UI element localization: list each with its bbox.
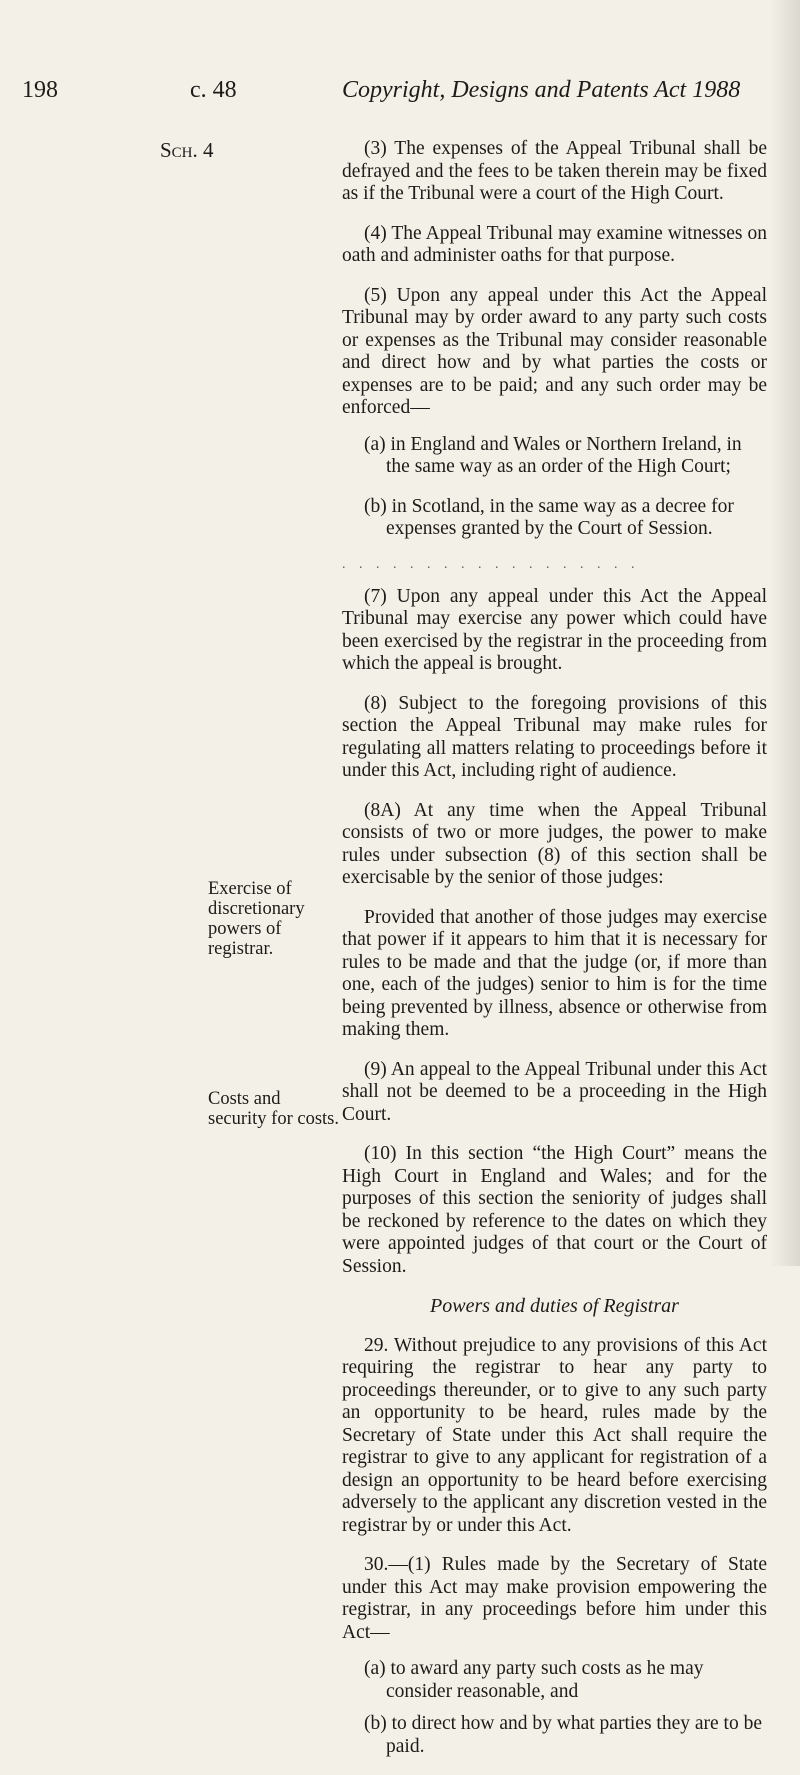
paragraph-3: (3) The expenses of the Appeal Tribunal shall be defrayed and the fees to be taken therein may be fixed as if the Tribunal were a court of the High Court. bbox=[342, 138, 767, 204]
paragraph-5: (5) Upon any appeal under this Act the Appeal Tribunal may by order award to any party such costs or expenses as the Tribunal may consider reasonable and direct how and by what parties the costs or expenses are to be paid; and any such order may be enforced— bbox=[342, 284, 767, 418]
paragraph-7: (7) Upon any appeal under this Act the Appeal Tribunal may exercise any power which could have been exercised by the registrar in the proceeding from which the appeal is brought. bbox=[342, 585, 767, 674]
paragraph-5b: (b) in Scotland, in the same way as a decree for expenses granted by the Court of Session. bbox=[364, 495, 734, 539]
main-text-column bbox=[342, 138, 767, 1775]
section-30-a: (a) to award any party such costs as he may consider reasonable, and bbox=[364, 1658, 704, 1702]
section-30-intro: 30.—(1) Rules made by the Secretary of State under this Act may make provision empowering the registrar, in any proceedings before him under this Act— bbox=[342, 1554, 767, 1643]
paragraph-9: (9) An appeal to the Appeal Tribunal under this Act shall not be deemed to be a proceeding in the High Court. bbox=[342, 1058, 767, 1125]
paragraph-10: (10) In this section “the High Court” means the High Court in England and Wales; and for the purposes of this section the seniority of judges shall be reckoned by reference to the dates on which they were appointed judges of that court or the Court of Session. bbox=[342, 1143, 767, 1277]
chapter-reference: c. 48 bbox=[190, 77, 237, 103]
paragraph-4: (4) The Appeal Tribunal may examine witnesses on oath and administer oaths for that purpose. bbox=[342, 222, 767, 266]
margin-note-exercise: Exercise of discretionary powers of registrar. bbox=[208, 879, 305, 959]
section-30-b: (b) to direct how and by what parties they are to be paid. bbox=[364, 1713, 762, 1757]
section-heading-registrar: Powers and duties of Registrar bbox=[430, 1295, 679, 1317]
schedule-label: Sch. 4 bbox=[160, 138, 214, 162]
proviso: Provided that another of those judges may exercise that power if it appears to him that it is necessary for rules to be made and that the judge (or, if more than one, each of the judges) senior to him is for the time being prevented by illness, absence or otherwise from making them. bbox=[342, 906, 767, 1040]
page-number: 198 bbox=[22, 77, 58, 103]
paragraph-8a: (8A) At any time when the Appeal Tribunal consists of two or more judges, the power to make rules under subsection (8) of this section shall be exercisable by the senior of those judges: bbox=[342, 799, 767, 888]
running-title: Copyright, Designs and Patents Act 1988 bbox=[342, 77, 741, 103]
page-edge-shadow bbox=[770, 0, 800, 1266]
omission-dots: . . . . . . . . . . . . . . . . . . bbox=[342, 556, 640, 572]
section-29: 29. Without prejudice to any provisions of this Act requiring the registrar to hear any party to proceedings thereunder, or to give to any such party an opportunity to be heard, rules made by the Secretary of State under this Act shall require the registrar to give to any applicant for registration of a design an opportunity to be heard before exercising adversely to the applicant any discretion vested in the registrar by or under this Act. bbox=[342, 1334, 767, 1536]
paragraph-8: (8) Subject to the foregoing provisions of this section the Appeal Tribunal may make rules for regulating all matters relating to proceedings before it under this Act, including right of audience. bbox=[342, 692, 767, 781]
margin-note-costs: Costs and security for costs. bbox=[208, 1089, 340, 1129]
paragraph-5a: (a) in England and Wales or Northern Ireland, in the same way as an order of the High Court; bbox=[364, 433, 742, 477]
